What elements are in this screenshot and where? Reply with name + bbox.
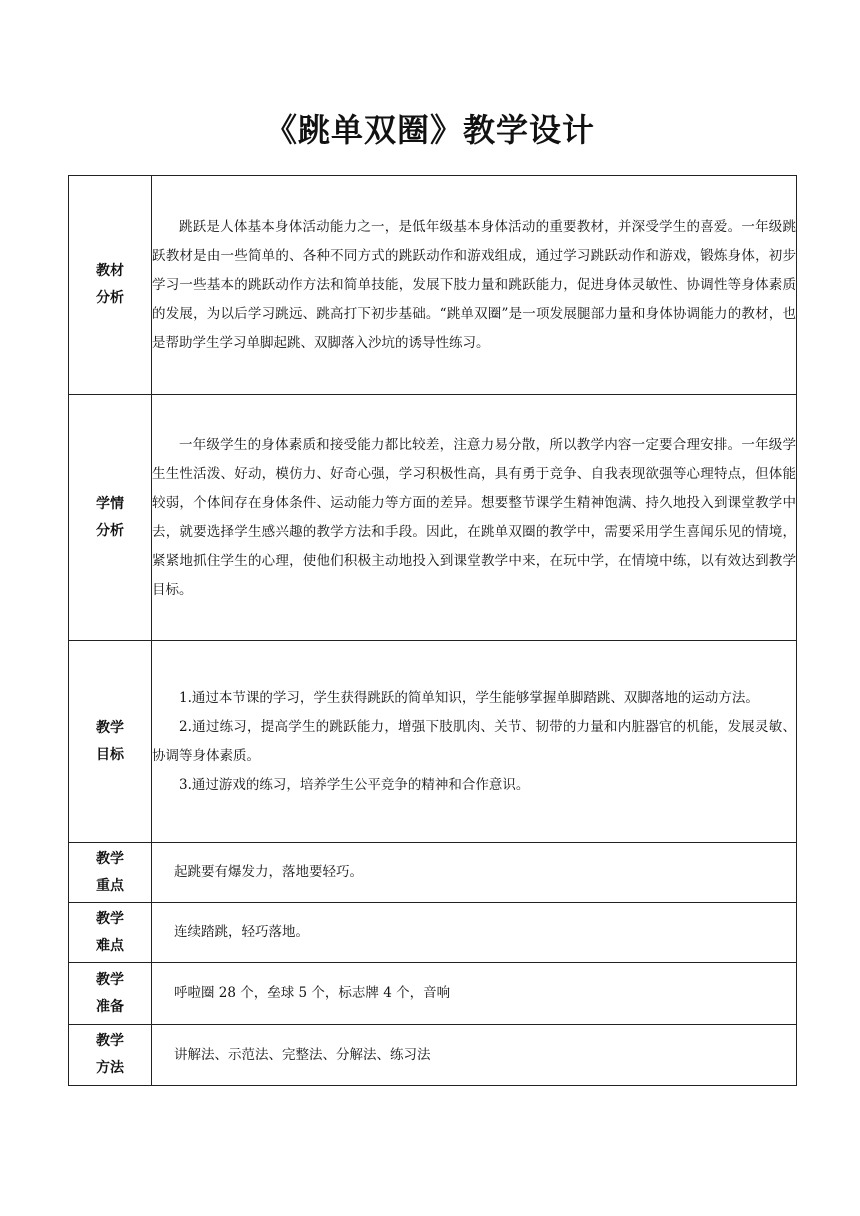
- table-row: [69, 903, 797, 963]
- row-label-line: 目标: [96, 746, 124, 763]
- row-content: [152, 843, 797, 903]
- row-label-line: 分析: [96, 290, 124, 306]
- row-label: [69, 641, 152, 843]
- table-row: [69, 963, 797, 1025]
- row-label-line: 分析: [96, 522, 124, 539]
- content-paragraph: 2.通过练习，提高学生的跳跃能力，增强下肢肌肉、关节、韧带的力量和内脏器官的机能，发展灵敏、协调等身体素质。: [152, 718, 796, 764]
- row-label: [69, 963, 152, 1025]
- row-label-line: 教学: [96, 719, 124, 736]
- row-label-line: 教学: [96, 850, 124, 867]
- table-row: [69, 176, 797, 395]
- row-label-line: 教学: [96, 1033, 124, 1049]
- content-paragraph: 跳跃是人体基本身体活动能力之一，是低年级基本身体活动的重要教材，并深受学生的喜爱。一年级跳跃教材是由一些简单的、各种不同方式的跳跃动作和游戏组成，通过学习跳跃动作和游戏，锻炼身体，初步学习一些基本的跳跃动作方法和简单技能，发展下肢力量和跳跃能力，促进身体灵敏性、协调性等身体素质的发展，为以后学习跳远、跳高打下初步基础。“跳单双圈”是一项发展腿部力量和身体协调能力的教材，也是帮助学生学习单脚起跳、双脚落入沙坑的诱导性练习。: [152, 218, 796, 351]
- row-label-line: 难点: [96, 937, 124, 954]
- row-content: [152, 176, 797, 395]
- row-label: [69, 395, 152, 641]
- row-content: [152, 641, 797, 843]
- row-content: [152, 395, 797, 641]
- row-label-line: 重点: [96, 877, 124, 894]
- row-label: [69, 1025, 152, 1086]
- row-label: [69, 903, 152, 963]
- table-row: [69, 843, 797, 903]
- table-row: [69, 1025, 797, 1086]
- row-content: [152, 1025, 797, 1086]
- page-title: 《跳单双圈》教学设计: [264, 111, 595, 149]
- content-text: 起跳要有爆发力，落地要轻巧。: [174, 864, 363, 880]
- row-label-line: 准备: [96, 998, 124, 1015]
- row-label-line: 教学: [96, 971, 124, 988]
- row-label-line: 教学: [96, 910, 124, 927]
- content-text: 呼啦圈 28 个，垒球 5 个，标志牌 4 个，音响: [174, 985, 451, 1001]
- content-text: 讲解法、示范法、完整法、分解法、练习法: [174, 1046, 431, 1063]
- row-label: [69, 176, 152, 395]
- table-row: [69, 641, 797, 843]
- content-paragraph: 1.通过本节课的学习，学生获得跳跃的简单知识，学生能够掌握单脚踏跳、双脚落地的运动方法。: [179, 689, 759, 706]
- content-paragraph: 3.通过游戏的练习，培养学生公平竞争的精神和合作意识。: [179, 776, 530, 793]
- lesson-plan-table: [68, 175, 797, 1086]
- content-paragraph: 一年级学生的身体素质和接受能力都比较差，注意力易分散，所以教学内容一定要合理安排。一年级学生生性活泼、好动，模仿力、好奇心强，学习积极性高，具有勇于竞争、自我表现欲强等心理特点，但体能较弱，个体间存在身体条件、运动能力等方面的差异。想要整节课学生精神饱满、持久地投入到课堂教学中去，就要选择学生感兴趣的教学方法和手段。因此，在跳单双圈的教学中，需要采用学生喜闻乐见的情境，紧紧地抓住学生的心理，使他们积极主动地投入到课堂教学中来，在玩中学，在情境中练，以有效达到教学目标。: [152, 436, 796, 598]
- row-content: [152, 903, 797, 963]
- content-text: 连续踏跳，轻巧落地。: [174, 924, 309, 940]
- row-label: [69, 843, 152, 903]
- row-content: [152, 963, 797, 1025]
- row-label-line: 方法: [96, 1060, 124, 1076]
- row-label-line: 学情: [96, 495, 124, 512]
- table-row: [69, 395, 797, 641]
- row-label-line: 教材: [96, 263, 124, 279]
